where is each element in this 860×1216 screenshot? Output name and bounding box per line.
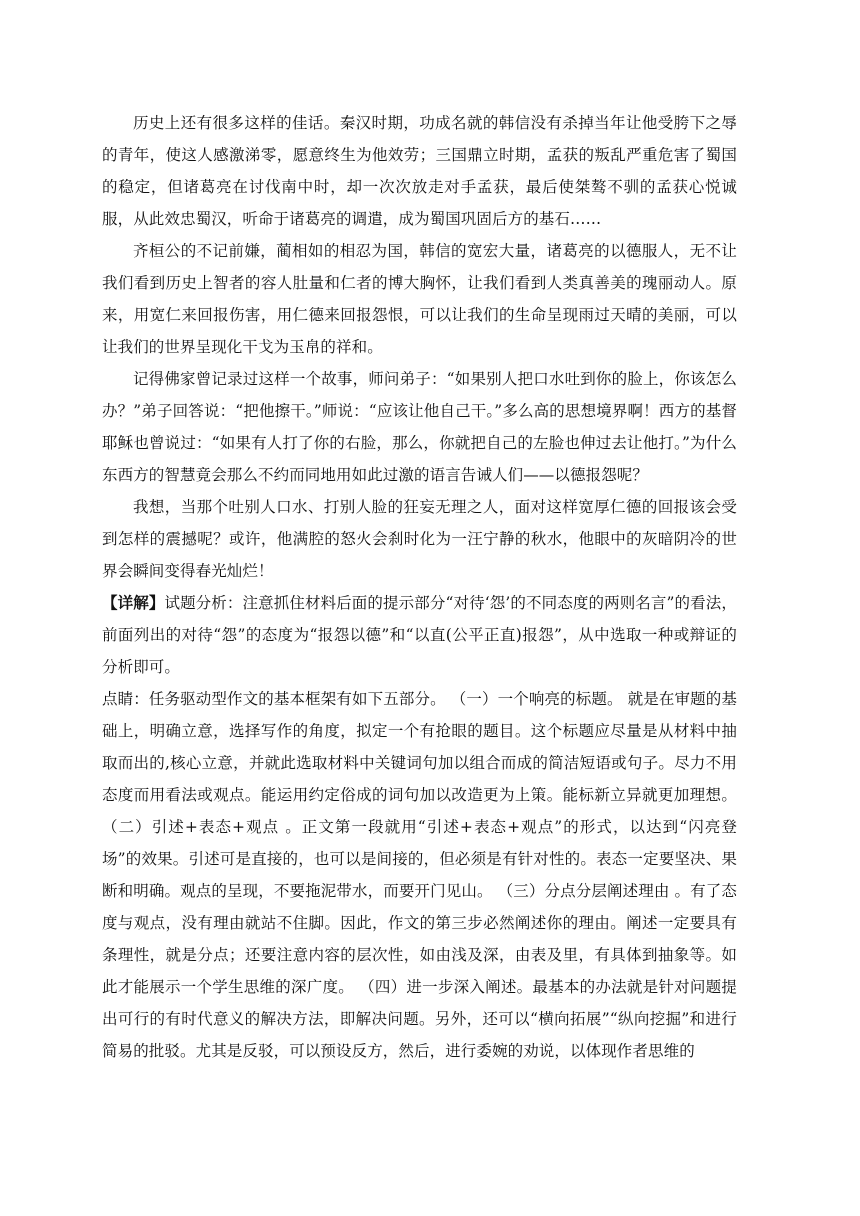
document-body	[102, 107, 737, 1067]
essay-paragraph-1: 历史上还有很多这样的佳话。秦汉时期，功成名就的韩信没有杀掉当年让他受胯下之辱的青年，使这人感激涕零，愿意终生为他效劳；三国鼎立时期，孟获的叛乱严重危害了蜀国的稳定，但诸葛亮在讨伐南中时，却一次次放走对手孟获，最后使桀骜不驯的孟获心悦诚服，从此效忠蜀汉，听命于诸葛亮的调遣，成为蜀国巩固后方的基石……	[102, 114, 737, 228]
analysis-paragraph	[102, 587, 737, 683]
essay-paragraph-3: 记得佛家曾记录过这样一个故事，师问弟子：“如果别人把口水吐到你的脸上，你该怎么办？”弟子回答说：“把他擦干。”师说：“应该让他自己干。”多么高的思想境界啊！西方的基督耶稣也曾说过：“如果有人打了你的右脸，那么，你就把自己的左脸也伸过去让他打。”为什么东西方的智慧竟会那么不约而同地用如此过激的语言告诫人们——以德报怨呢？	[102, 370, 737, 484]
essay-paragraph-2: 齐桓公的不记前嫌，蔺相如的相忍为国，韩信的宽宏大量，诸葛亮的以德服人，无不让我们看到历史上智者的容人肚量和仁者的博大胸怀，让我们看到人类真善美的瑰丽动人。原来，用宽仁来回报伤害，用仁德来回报怨恨，可以让我们的生命呈现雨过天晴的美丽，可以让我们的世界呈现化干戈为玉帛的祥和。	[102, 242, 737, 356]
analysis-text: 试题分析：注意抓住材料后面的提示部分“对待‘怨’的不同态度的两则名言”的看法，前面列出的对待“怨”的态度为“报怨以德”和“以直(公平正直)报怨”，从中选取一种或辩证的分析即可。	[102, 594, 737, 676]
analysis-tag: 【详解】	[102, 593, 165, 612]
comment-paragraph: 点睛：任务驱动型作文的基本框架有如下五部分。 （一）一个响亮的标题。 就是在审题的基础上，明确立意，选择写作的角度，拟定一个有抢眼的题目。这个标题应尽量是从材料中抽取而出的,核心立意，并就此选取材料中关键词句加以组合而成的简洁短语或句子。尽力不用态度而用看法或观点。能运用约定俗成的词句加以改造更为上策。能标新立异就更加理想。 （二）引述+表态+观点 。正文第一段就用“引述+表态+观点”的形式，以达到“闪亮登场”的效果。引述可是直接的，也可以是间接的，但必须是有针对性的。表态一定要坚决、果断和明确。观点的呈现，不要拖泥带水，而要开门见山。 （三）分点分层阐述理由 。有了态度与观点，没有理由就站不住脚。因此，作文的第三步必然阐述你的理由。阐述一定要具有条理性，就是分点；还要注意内容的层次性，如由浅及深，由表及里，有具体到抽象等。如此才能展示一个学生思维的深广度。 （四）进一步深入阐述。最基本的办法就是针对问题提出可行的有时代意义的解决方法，即解决问题。另外，还可以“横向拓展”“纵向挖掘”和进行简易的批驳。尤其是反驳，可以预设反方，然后，进行委婉的劝说，以体现作者思维的	[102, 690, 737, 1060]
essay-paragraph-4: 我想，当那个吐别人口水、打别人脸的狂妄无理之人，面对这样宽厚仁德的回报该会受到怎样的震撼呢？或许，他满腔的怒火会刹时化为一汪宁静的秋水，他眼中的灰暗阴冷的世界会瞬间变得春光灿烂！	[102, 498, 737, 580]
